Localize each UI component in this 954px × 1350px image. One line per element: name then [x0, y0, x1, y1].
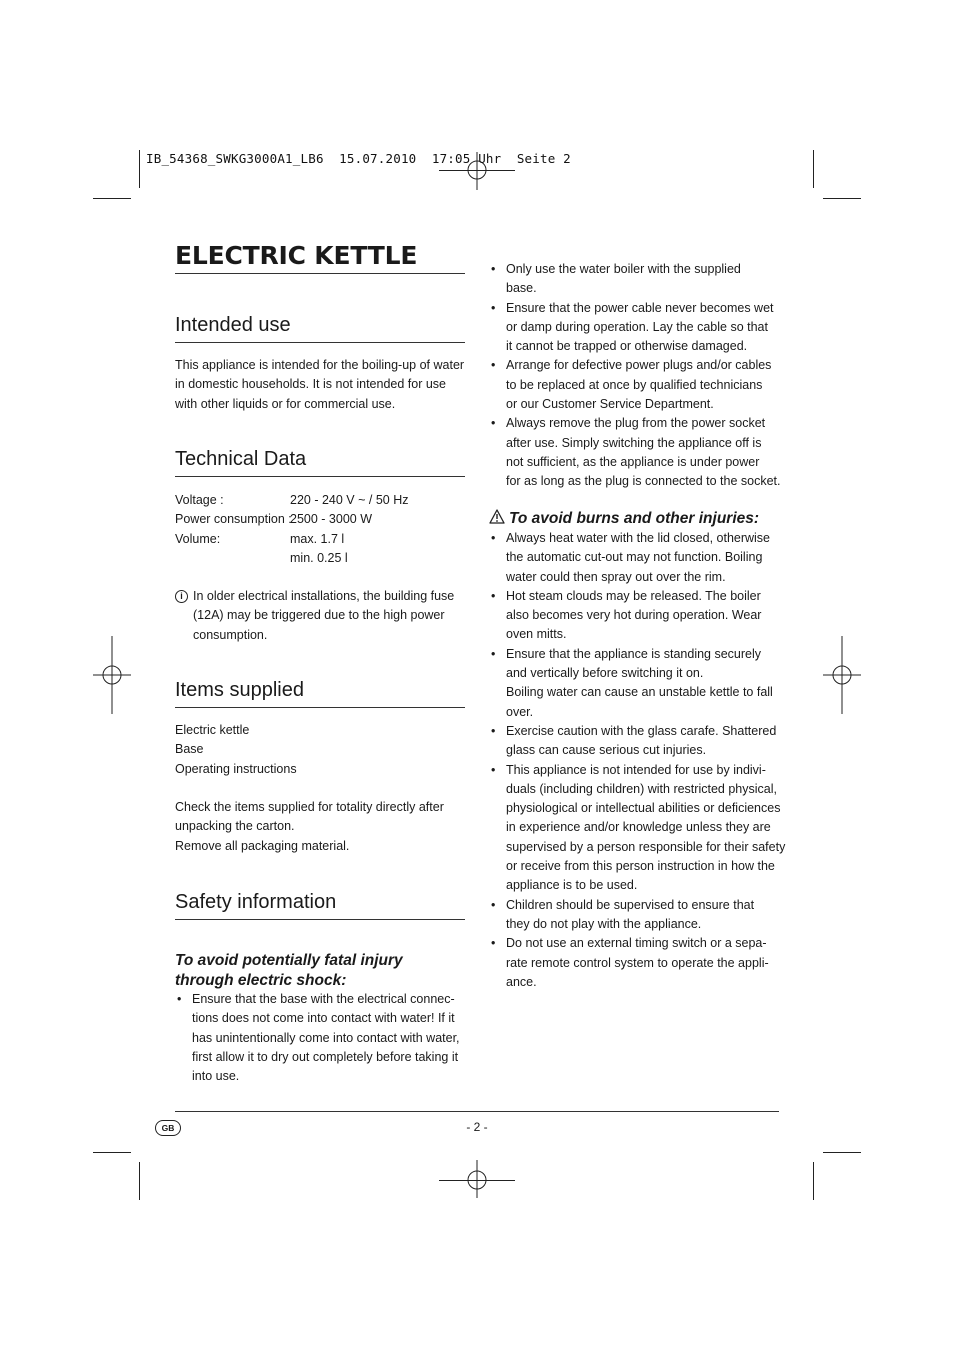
- intended-use-text: This appliance is intended for the boiling-up of water in domestic households. It is not intended for use with other liquids or for commercial use.: [175, 358, 465, 411]
- items-supplied-list: [175, 721, 297, 779]
- shock-bullets-left: [175, 990, 460, 1086]
- heading-technical-data: Technical Data: [175, 445, 465, 477]
- list-item: • Arrange for defective power plugs and/or cables to be replaced at once by qualified technicians or our Customer Service Department.: [489, 356, 780, 414]
- heading-items-supplied: Items supplied: [175, 676, 465, 708]
- list-item: • Hot steam clouds may be released. The boiler also becomes very hot during operation. Wear oven mitts.: [489, 587, 785, 645]
- list-item: • Exercise caution with the glass carafe. Shattered glass can cause serious cut injuries.: [489, 722, 785, 761]
- subheading-electric-shock: To avoid potentially fatal injury through electric shock:: [175, 952, 403, 989]
- heading-intended-use: Intended use: [175, 311, 465, 343]
- list-item: • Ensure that the appliance is standing securely and vertically before switching it on. Boiling water can cause an unstable kettle to fall over.: [489, 645, 785, 722]
- shock-bullets-right: [489, 260, 780, 492]
- page-number: - 2 -: [466, 1120, 488, 1134]
- list-item: • Ensure that the base with the electrical connec- tions does not come into contact with water! If it has unintentionally come into contact with water, first allow it to dry out completely before taking it into use.: [175, 990, 460, 1086]
- country-badge: GB: [155, 1120, 181, 1136]
- items-supplied-note: Check the items supplied for totality directly after unpacking the carton. Remove all packaging material.: [175, 800, 444, 853]
- list-item: Base: [175, 742, 204, 757]
- info-circle-icon: i: [175, 590, 188, 603]
- list-item: • Always remove the plug from the power socket after use. Simply switching the appliance off is not sufficient, as the appliance is under power for as long as the plug is connected to the socket.: [489, 414, 780, 491]
- list-item: • Only use the water boiler with the supplied base.: [489, 260, 780, 299]
- list-item: • Do not use an external timing switch or a sepa- rate remote control system to operate the appli- ance.: [489, 934, 785, 992]
- list-item: • Ensure that the power cable never becomes wet or damp during operation. Lay the cable so that it cannot be trapped or otherwise damaged.: [489, 299, 780, 357]
- footer-divider: [175, 1111, 779, 1112]
- list-item: Operating instructions: [175, 761, 297, 776]
- warning-triangle-icon: [489, 509, 505, 524]
- list-item: Electric kettle: [175, 723, 250, 737]
- print-slug: IB_54368_SWKG3000A1_LB6 15.07.2010 17:05 Uhr Seite 2: [146, 151, 571, 166]
- list-item: • Children should be supervised to ensure that they do not play with the appliance.: [489, 896, 785, 935]
- page-title: ELECTRIC KETTLE: [175, 240, 465, 274]
- subheading-burns: To avoid burns and other injuries:: [489, 509, 759, 529]
- burns-bullets: [489, 529, 785, 992]
- heading-safety-information: Safety information: [175, 888, 465, 920]
- list-item: • This appliance is not intended for use by indivi- duals (including children) with restricted physical, physiological or intellectual abilities or deficiences in experience and/or knowledge unless they are supervised by a person responsible for their safety or receive from this person instruction in how the appliance is to be used.: [489, 761, 785, 896]
- list-item: • Always heat water with the lid closed, otherwise the automatic cut-out may not function. Boiling water could then spray out over the rim.: [489, 529, 785, 587]
